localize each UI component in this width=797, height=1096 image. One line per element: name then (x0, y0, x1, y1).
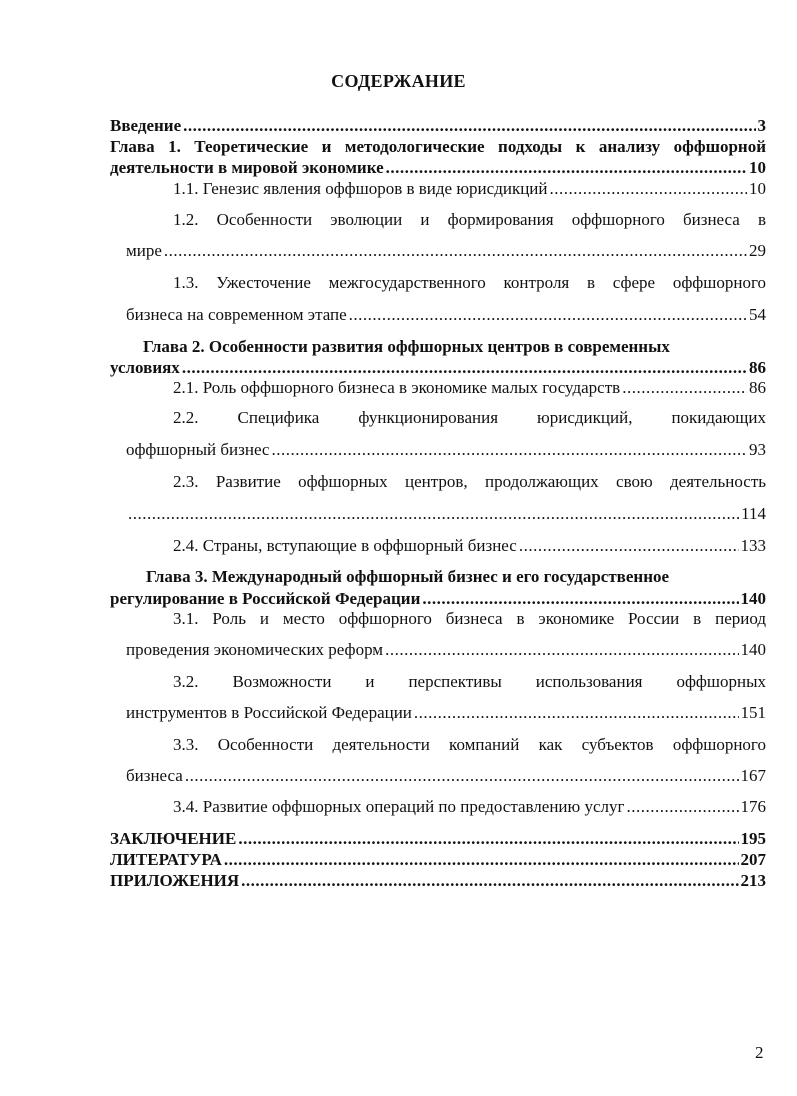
leader-dots (182, 358, 747, 378)
toc-chapter-2-line1[interactable]: Глава 2. Особенности развития оффшорных центров в современных (143, 337, 670, 356)
leader-dots (224, 850, 739, 870)
leader-dots (128, 504, 739, 524)
toc-section-2-2-line1[interactable]: 2.2. Специфика функционирования юрисдикций, покидающих (173, 408, 766, 427)
toc-section-1-3-line1[interactable]: 1.3. Ужесточение межгосударственного контроля в сфере оффшорного (173, 273, 766, 292)
toc-section-2-1[interactable] (110, 378, 766, 398)
toc-page-number: 29 (749, 241, 766, 260)
leader-dots (271, 440, 747, 460)
leader-dots (622, 378, 747, 398)
page-number: 2 (755, 1043, 764, 1062)
toc-page-number: 176 (740, 797, 766, 816)
toc-entry-text: деятельности в мировой экономике (110, 158, 384, 177)
toc-entry-text: 2.1. Роль оффшорного бизнеса в экономике малых государств (173, 378, 621, 397)
toc-chapter-3[interactable] (110, 589, 766, 609)
leader-dots (238, 829, 738, 849)
toc-section-2-3[interactable] (126, 504, 766, 524)
toc-entry-text: оффшорный бизнес (126, 440, 270, 459)
toc-section-2-2[interactable] (126, 440, 766, 460)
toc-section-2-4[interactable] (110, 536, 766, 556)
leader-dots (519, 536, 739, 556)
toc-page-number: 10 (749, 179, 766, 198)
toc-entry-literature[interactable] (110, 850, 766, 870)
toc-section-3-1-line1[interactable]: 3.1. Роль и место оффшорного бизнеса в экономике России в период (173, 609, 766, 628)
leader-dots (386, 158, 747, 178)
toc-entry-text: 2.4. Страны, вступающие в оффшорный бизнес (173, 536, 517, 555)
toc-section-3-1[interactable] (126, 640, 766, 660)
toc-page-number: 114 (741, 504, 766, 523)
toc-entry-text: 1.1. Генезис явления оффшоров в виде юрисдикций (173, 179, 548, 198)
toc-page-number: 167 (740, 766, 766, 785)
leader-dots (422, 589, 738, 609)
leader-dots (185, 766, 739, 786)
toc-section-3-2-line1[interactable]: 3.2. Возможности и перспективы использования оффшорных (173, 672, 766, 691)
leader-dots (550, 179, 748, 199)
toc-section-2-3-line1[interactable]: 2.3. Развитие оффшорных центров, продолжающих свою деятельность (173, 472, 766, 491)
toc-entry-conclusion[interactable] (110, 829, 766, 849)
toc-page-number: 195 (740, 829, 766, 848)
toc-entry-text: Введение (110, 116, 182, 135)
toc-chapter-1-line1[interactable]: Глава 1. Теоретические и методологические подходы к анализу оффшорной (110, 137, 766, 156)
toc-section-1-2-line1[interactable]: 1.2. Особенности эволюции и формирования оффшорного бизнеса в (173, 210, 766, 229)
toc-entry-text: условиях (110, 358, 180, 377)
toc-entry-text: ЗАКЛЮЧЕНИЕ (110, 829, 237, 848)
toc-section-3-2[interactable] (126, 703, 766, 723)
toc-page-number: 93 (749, 440, 766, 459)
leader-dots (414, 703, 739, 723)
page-title: СОДЕРЖАНИЕ (331, 71, 466, 91)
toc-page-number: 151 (740, 703, 766, 722)
toc-section-1-2[interactable] (126, 241, 766, 261)
toc-page-number: 86 (749, 358, 766, 377)
leader-dots (349, 305, 747, 325)
toc-page-number: 10 (749, 158, 766, 177)
toc-chapter-2[interactable] (110, 358, 766, 378)
toc-entry-text: 3.4. Развитие оффшорных операций по предоставлению услуг (173, 797, 625, 816)
leader-dots (164, 241, 747, 261)
toc-page-number: 140 (740, 589, 766, 608)
toc-entry-text: проведения экономических реформ (126, 640, 384, 659)
toc-chapter-3-line1[interactable]: Глава 3. Международный оффшорный бизнес и его государственное (146, 567, 670, 586)
toc-entry-text: ЛИТЕРАТУРА (110, 850, 222, 869)
toc-page-number: 133 (740, 536, 766, 555)
toc-page-number: 3 (757, 116, 766, 135)
leader-dots (385, 640, 738, 660)
toc-entry-text: бизнеса (126, 766, 183, 785)
toc-entry-text: инструментов в Российской Федерации (126, 703, 412, 722)
toc-entry-text: ПРИЛОЖЕНИЯ (110, 871, 240, 890)
toc-page-number: 207 (740, 850, 766, 869)
toc-chapter-1[interactable] (110, 158, 766, 178)
toc-entry-text: бизнеса на современном этапе (126, 305, 347, 324)
toc-page-number: 54 (749, 305, 766, 324)
toc-entry-appendices[interactable] (110, 871, 766, 891)
leader-dots (241, 871, 738, 891)
toc-page-number: 213 (740, 871, 766, 890)
toc-section-1-1[interactable] (110, 179, 766, 199)
toc-section-1-3[interactable] (126, 305, 766, 325)
toc-section-3-4[interactable] (110, 797, 766, 817)
leader-dots (183, 116, 755, 136)
leader-dots (626, 797, 738, 817)
toc-section-3-3-line1[interactable]: 3.3. Особенности деятельности компаний как субъектов оффшорного (173, 735, 766, 754)
toc-page-number: 140 (740, 640, 766, 659)
toc-entry-text: регулирование в Российской Федерации (110, 589, 421, 608)
toc-entry-text: мире (126, 241, 162, 260)
toc-page-number: 86 (749, 378, 766, 397)
toc-section-3-3[interactable] (126, 766, 766, 786)
toc-entry-intro[interactable] (110, 116, 766, 136)
